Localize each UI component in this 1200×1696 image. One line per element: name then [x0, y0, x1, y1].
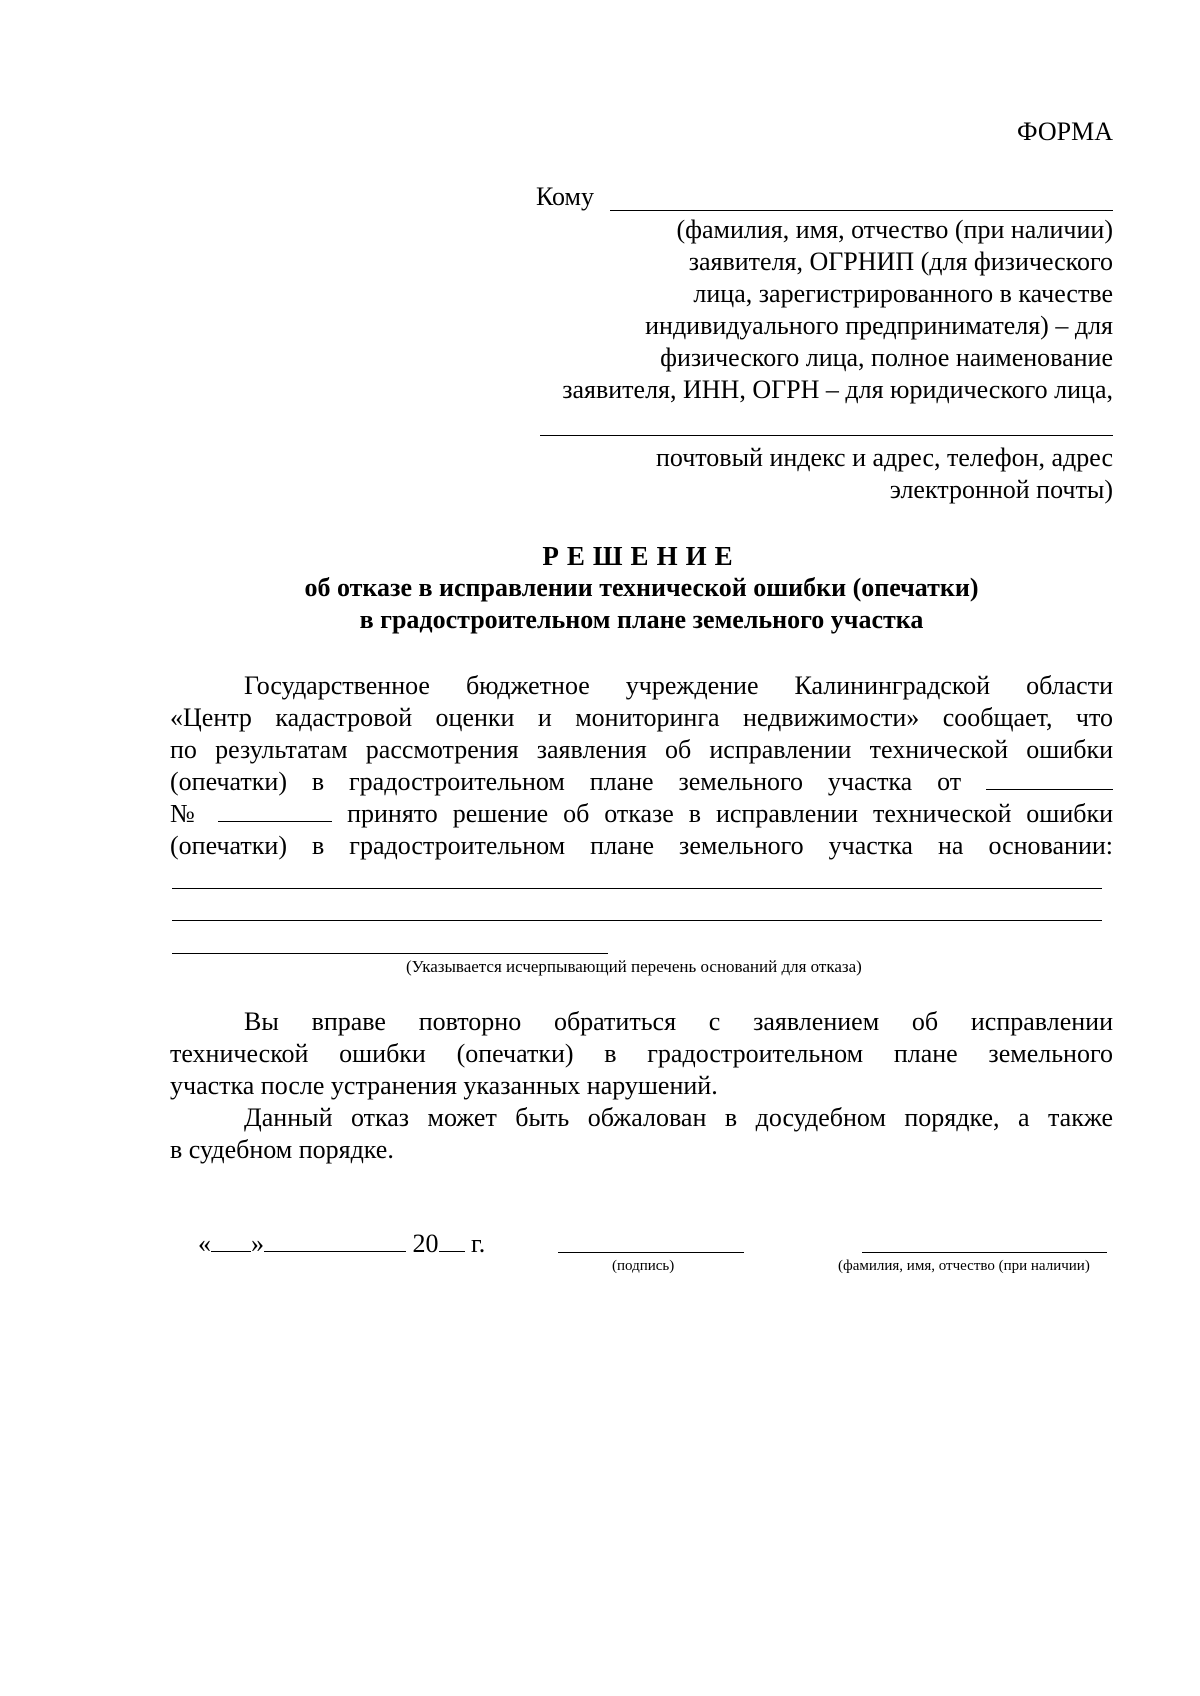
addressee-line: лица, зарегистрированного в качестве [693, 279, 1113, 308]
day-fill-line [211, 1229, 251, 1252]
address-fill-line [540, 435, 1113, 436]
year-fill-line [439, 1229, 465, 1252]
paragraph-appeal [170, 1102, 1113, 1166]
paragraph-line-text: (опечатки) в градостроительном плане земельного участка от [170, 767, 962, 796]
paragraph-line: в судебном порядке. [170, 1135, 394, 1164]
year-prefix: 20 [412, 1229, 439, 1258]
reason-fill-line [172, 920, 1102, 921]
reasons-note: (Указывается исчерпывающий перечень оснований для отказа) [406, 957, 862, 976]
paragraph-line-text: принято решение об отказе в исправлении технической ошибки [347, 799, 1114, 828]
addressee-line: заявителя, ОГРНИП (для физического [688, 247, 1113, 276]
addressee-line: индивидуального предпринимателя) – для [645, 311, 1113, 340]
document-title [170, 540, 1113, 636]
addressee-description [463, 214, 1113, 406]
paragraph-right-to-reapply [170, 1006, 1113, 1102]
paragraph-line: Данный отказ может быть обжалован в досудебном порядке, а также [244, 1103, 1113, 1132]
recipient-row [536, 181, 1113, 213]
date-field [198, 1228, 485, 1260]
title-line: в градостроительном плане земельного участка [359, 605, 924, 634]
title-heading: РЕШЕНИЕ [542, 541, 741, 571]
addressee-line: заявителя, ИНН, ОГРН – для юридического лица, [562, 375, 1113, 404]
contacts-description [513, 442, 1113, 506]
paragraph-line: «Центр кадастровой оценки и мониторинга недвижимости» сообщает, что [170, 703, 1113, 732]
paragraph-line [170, 766, 1113, 798]
recipient-label: Кому [536, 182, 595, 211]
paragraph-line: (опечатки) в градостроительном плане земельного участка на основании: [170, 831, 1113, 860]
recipient-fill-line [610, 210, 1113, 211]
month-fill-line [264, 1229, 406, 1252]
contacts-line: электронной почты) [889, 475, 1113, 504]
contacts-line: почтовый индекс и адрес, телефон, адрес [655, 443, 1113, 472]
paragraph-line [170, 798, 1113, 830]
title-line: об отказе в исправлении технической ошибки (опечатки) [304, 573, 979, 602]
signature-fill-line [558, 1252, 744, 1253]
reason-fill-line [172, 888, 1102, 889]
paragraph-line: участка после устранения указанных нарушений. [170, 1071, 718, 1100]
signature-caption: (подпись) [612, 1258, 675, 1274]
quote-open: « [198, 1229, 211, 1258]
paragraph-line: технической ошибки (опечатки) в градостроительном плане земельного [170, 1039, 1113, 1068]
paragraph-decision [170, 670, 1113, 862]
application-date-fill-line [986, 788, 1113, 790]
name-caption: (фамилия, имя, отчество (при наличии) [838, 1258, 1090, 1274]
number-sign: № [170, 799, 204, 828]
paragraph-line: Вы вправе повторно обратиться с заявлением об исправлении [244, 1007, 1113, 1036]
reason-fill-line [172, 953, 608, 954]
application-number-fill-line [218, 820, 332, 822]
year-suffix: г. [471, 1229, 486, 1258]
quote-close: » [251, 1229, 264, 1258]
paragraph-line: Государственное бюджетное учреждение Калининградской области [244, 671, 1113, 700]
form-label: ФОРМА [1017, 117, 1113, 146]
addressee-line: физического лица, полное наименование [660, 343, 1113, 372]
paragraph-line: по результатам рассмотрения заявления об исправлении технической ошибки [170, 735, 1113, 764]
addressee-line: (фамилия, имя, отчество (при наличии) [676, 215, 1113, 244]
name-fill-line [862, 1252, 1107, 1253]
